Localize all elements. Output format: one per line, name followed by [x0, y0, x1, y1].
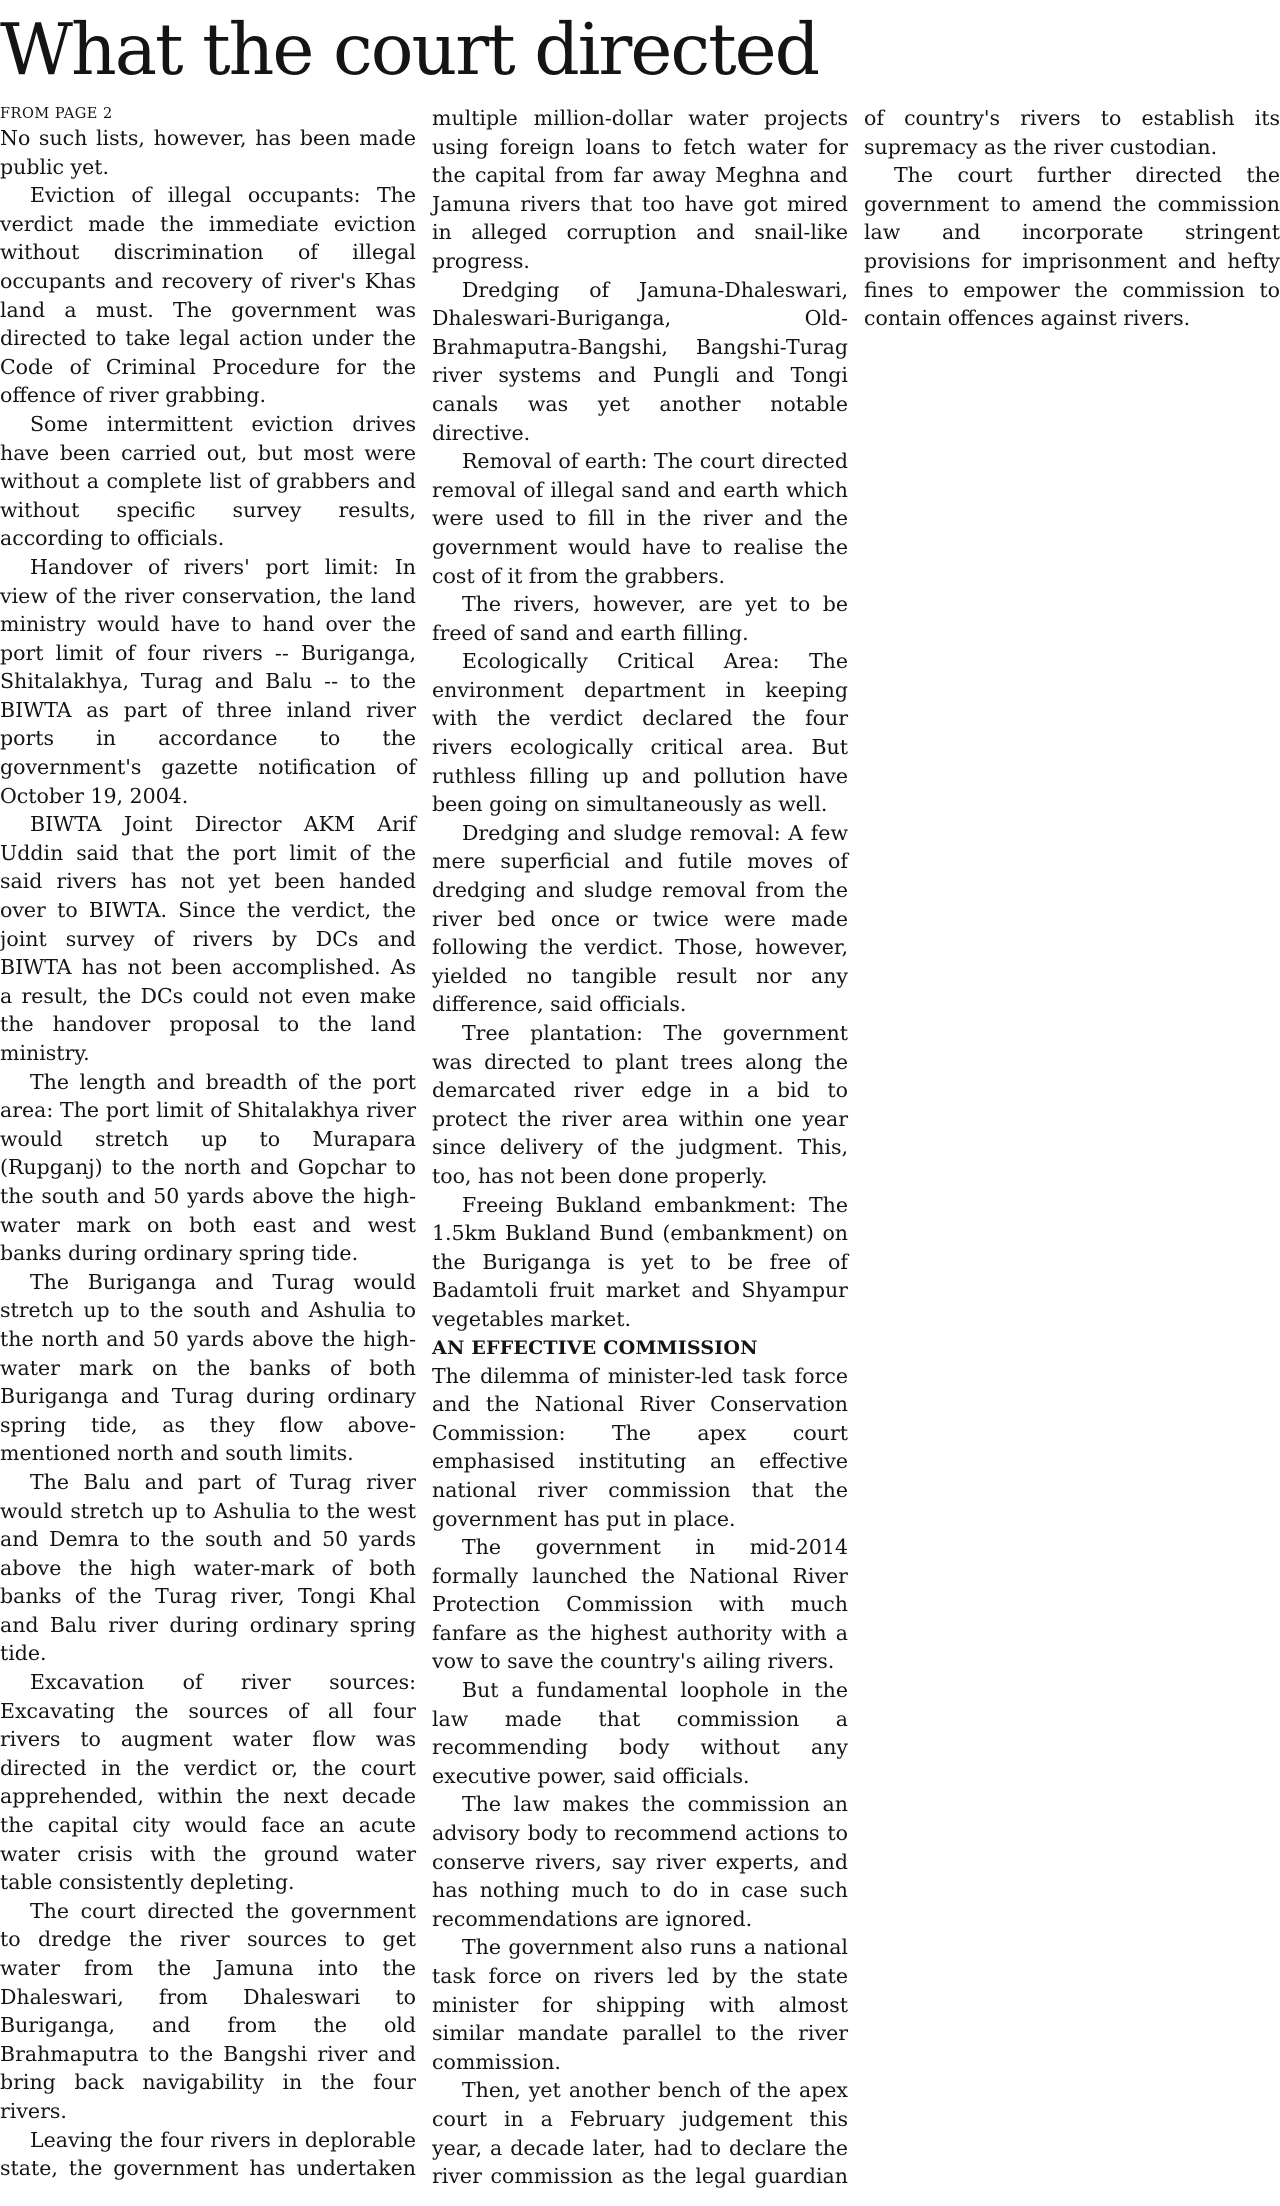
paragraph: Excavation of river sources: Excavating the sources of all four rivers to augment water flow was directed in the verdict or, the court apprehended, within the next decade the capital city would face an acute water crisis with the ground water table consistently depleting. — [0, 1670, 416, 1895]
paragraph: No such lists, however, has been made public yet. — [0, 126, 416, 179]
paragraph: The rivers, however, are yet to be freed of sand and earth filling. — [432, 592, 848, 645]
paragraph: Some intermittent eviction drives have been carried out, but most were without a complete list of grabbers and without specific survey results, according to officials. — [0, 411, 416, 551]
paragraph: Ecologically Critical Area: The environment department in keeping with the verdict declared the four rivers ecologically critical area. But ruthless filling up and pollution have been going on simultaneously as well. — [432, 649, 848, 817]
paragraph: BIWTA Joint Director AKM Arif Uddin said that the port limit of the said rivers has not yet been handed over to BIWTA. Since the verdict, the joint survey of rivers by DCs and BIWTA has not been accomplished. As a result, the DCs could not even make the handover proposal to the land ministry. — [0, 812, 416, 1065]
paragraph: The court directed the government to dredge the river sources to get water from the Jamuna into the Dhaleswari, from Dhaleswari to Buriganga, and from the old Brahmaputra to the Bangshi river and bring back navigability in the four rivers. — [0, 1898, 416, 2123]
paragraph: Dredging of Jamuna-Dhaleswari, Dhaleswari-Buriganga, Old-Brahmaputra-Bangshi, Bangshi-Turag river systems and Pungli and Tongi canals was yet another notable directive. — [432, 277, 848, 445]
paragraph: Eviction of illegal occupants: The verdict made the immediate eviction without discrimination of illegal occupants and recovery of river's Khas land a must. The government was directed to take legal action under the Code of Criminal Procedure for the offence of river grabbing. — [0, 183, 416, 408]
article-body — [0, 104, 1280, 2202]
paragraph: Handover of rivers' port limit: In view of the river conservation, the land ministry would have to hand over the port limit of four rivers -- Buriganga, Shitalakhya, Turag and Balu -- to the BIWTA as part of three inland river ports in accordance to the government's gazette notification of October 19, 2004. — [0, 554, 416, 808]
paragraph: But a fundamental loophole in the law made that commission a recommending body without any executive power, said officials. — [432, 1678, 848, 1788]
paragraph: Removal of earth: The court directed removal of illegal sand and earth which were used to fill in the river and the government would have to realise the cost of it from the grabbers. — [432, 449, 848, 588]
section-head: AN EFFECTIVE COMMISSION — [432, 1336, 758, 1359]
paragraph: The Buriganga and Turag would stretch up to the south and Ashulia to the north and 50 yards above the high-water mark on the banks of both Buriganga and Turag during ordinary spring tide, as they flow above-mentioned north and south limits. — [0, 1269, 416, 1466]
headline: What the court directed — [0, 8, 819, 91]
paragraph: Leaving the four rivers in deplorable state, the government has undertaken multiple million-dollar water projects using foreign loans to fetch water for the capital from far away Meghna and Jamuna rivers that too have got mired in alleged corruption and snail-like progress. — [0, 106, 848, 2181]
paragraph: Freeing Bukland embankment: The 1.5km Bukland Bund (embankment) on the Buriganga is yet to be free of Badamtoli fruit market and Shyampur vegetables market. — [432, 1192, 848, 1331]
paragraph: The court further directed the government to amend the commission law and incorporate stringent provisions for imprisonment and hefty fines to empower the commission to contain offences against rivers. — [864, 163, 1280, 331]
paragraph: Then, yet another bench of the apex court in a February judgement this year, a decade later, had to declare the river commission as the legal guardian of country's rivers to establish its supremacy as the river custodian. — [432, 106, 1280, 2189]
paragraph: The length and breadth of the port area: The port limit of Shitalakhya river would stretch up to Murapara (Rupganj) to the north and Gopchar to the south and 50 yards above the high-water mark on both east and west banks during ordinary spring tide. — [0, 1069, 416, 1266]
paragraph: The dilemma of minister-led task force and the National River Conservation Commission: The apex court emphasised instituting an effective national river commission that the government has put in place. — [432, 1363, 848, 1531]
paragraph: The Balu and part of Turag river would stretch up to Ashulia to the west and Demra to the south and 50 yards above the high water-mark of both banks of the Turag river, Tongi Khal and Balu river during ordinary spring tide. — [0, 1469, 416, 1666]
paragraph: The law makes the commission an advisory body to recommend actions to conserve rivers, say river experts, and has nothing much to do in case such recommendations are ignored. — [432, 1792, 848, 1931]
paragraph: The government also runs a national task force on rivers led by the state minister for shipping with almost similar mandate parallel to the river commission. — [432, 1935, 848, 2074]
paragraph: Dredging and sludge removal: A few mere superficial and futile moves of dredging and sludge removal from the river bed once or twice were made following the verdict. Those, however, yielded no tangible result nor any difference, said officials. — [432, 820, 848, 1017]
kicker: FROM PAGE 2 — [0, 106, 113, 122]
paragraph: The government in mid-2014 formally launched the National River Protection Commission with much fanfare as the highest authority with a vow to save the country's ailing rivers. — [432, 1535, 848, 1674]
paragraph: Tree plantation: The government was directed to plant trees along the demarcated river edge in a bid to protect the river area within one year since delivery of the judgment. This, too, has not been done properly. — [432, 1021, 848, 1188]
